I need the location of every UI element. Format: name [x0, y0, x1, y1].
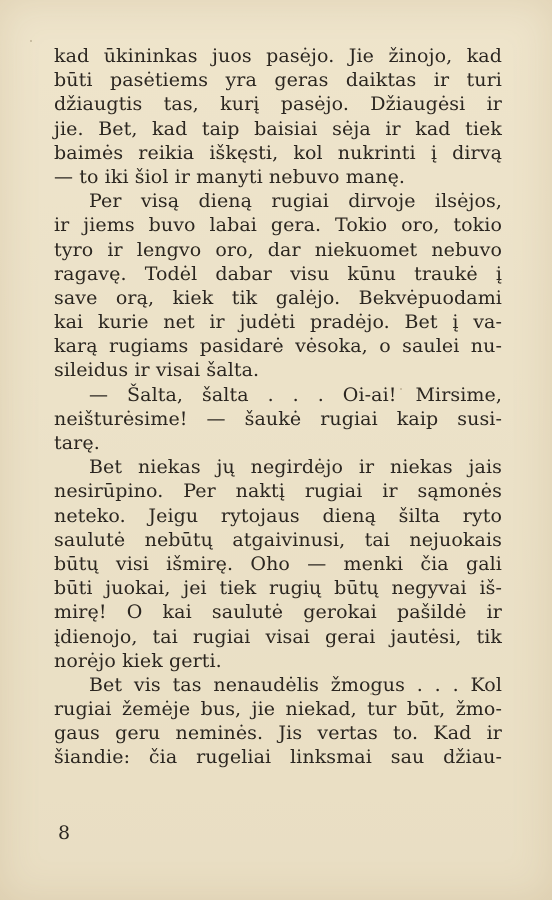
text-line: baimės reikia iškęsti, kol nukrinti į dirvą [54, 141, 502, 164]
text-line: rugiai žemėje bus, jie niekad, tur būt, žmo- [54, 698, 502, 721]
text-line: mirę! O kai saulutė gerokai pašildė ir [54, 601, 502, 624]
text-line: save orą, kiek tik galėjo. Bekvėpuodami [54, 286, 502, 309]
text-line: būti juokai, jei tiek rugių būtų negyvai iš- [54, 577, 502, 600]
page-number: 8 [58, 822, 71, 844]
text-line: ir jiems buvo labai gera. Tokio oro, tokio [54, 214, 502, 237]
text-line: būtų visi išmirę. Oho — menki čia gali [54, 552, 502, 575]
text-line: karą rugiams pasidarė vėsoka, o saulei nu- [54, 335, 502, 358]
text-line: nesirūpino. Per naktį rugiai ir sąmonės [54, 480, 502, 503]
text-line: kai kurie net ir judėti pradėjo. Bet į va- [54, 311, 502, 334]
text-line: Bet vis tas nenaudėlis žmogus . . . Kol [89, 673, 502, 696]
text-line: įdienojo, tai rugiai visai gerai jautėsi, tik [54, 625, 502, 648]
text-line: ragavę. Todėl dabar visu kūnu traukė į [54, 262, 502, 285]
text-line: džiaugtis tas, kurį pasėjo. Džiaugėsi ir [54, 93, 502, 116]
text-line: norėjo kiek gerti. [54, 649, 222, 672]
text-line: būti pasėtiems yra geras daiktas ir turi [54, 69, 502, 92]
text-line: jie. Bet, kad taip baisiai sėja ir kad tiek [54, 117, 502, 140]
text-line: Bet niekas jų negirdėjo ir niekas jais [89, 456, 502, 479]
text-line: Per visą dieną rugiai dirvoje ilsėjos, [89, 190, 502, 213]
text-line: tarę. [54, 432, 100, 454]
body-text [54, 44, 502, 770]
text-line: neišturėsime! — šaukė rugiai kaip susi- [54, 407, 502, 430]
text-line: — to iki šiol ir manyti nebuvo manę. [54, 165, 406, 188]
text-line: — Šalta, šalta . . . Oi-ai! Mirsime, [89, 383, 502, 406]
text-line: kad ūkininkas juos pasėjo. Jie žinojo, kad [54, 45, 502, 67]
text-line: tyro ir lengvo oro, dar niekuomet nebuvo [54, 238, 502, 261]
text-line: gaus geru neminės. Jis vertas to. Kad ir [54, 722, 502, 745]
text-line: saulutė nebūtų atgaivinusi, tai nejuokais [54, 528, 502, 551]
text-line: šiandie: čia rugeliai linksmai sau džiau- [54, 746, 502, 769]
text-line: neteko. Jeigu rytojaus dieną šilta ryto [54, 504, 502, 527]
text-line: sileidus ir visai šalta. [54, 359, 260, 382]
paper-speck [30, 40, 32, 42]
